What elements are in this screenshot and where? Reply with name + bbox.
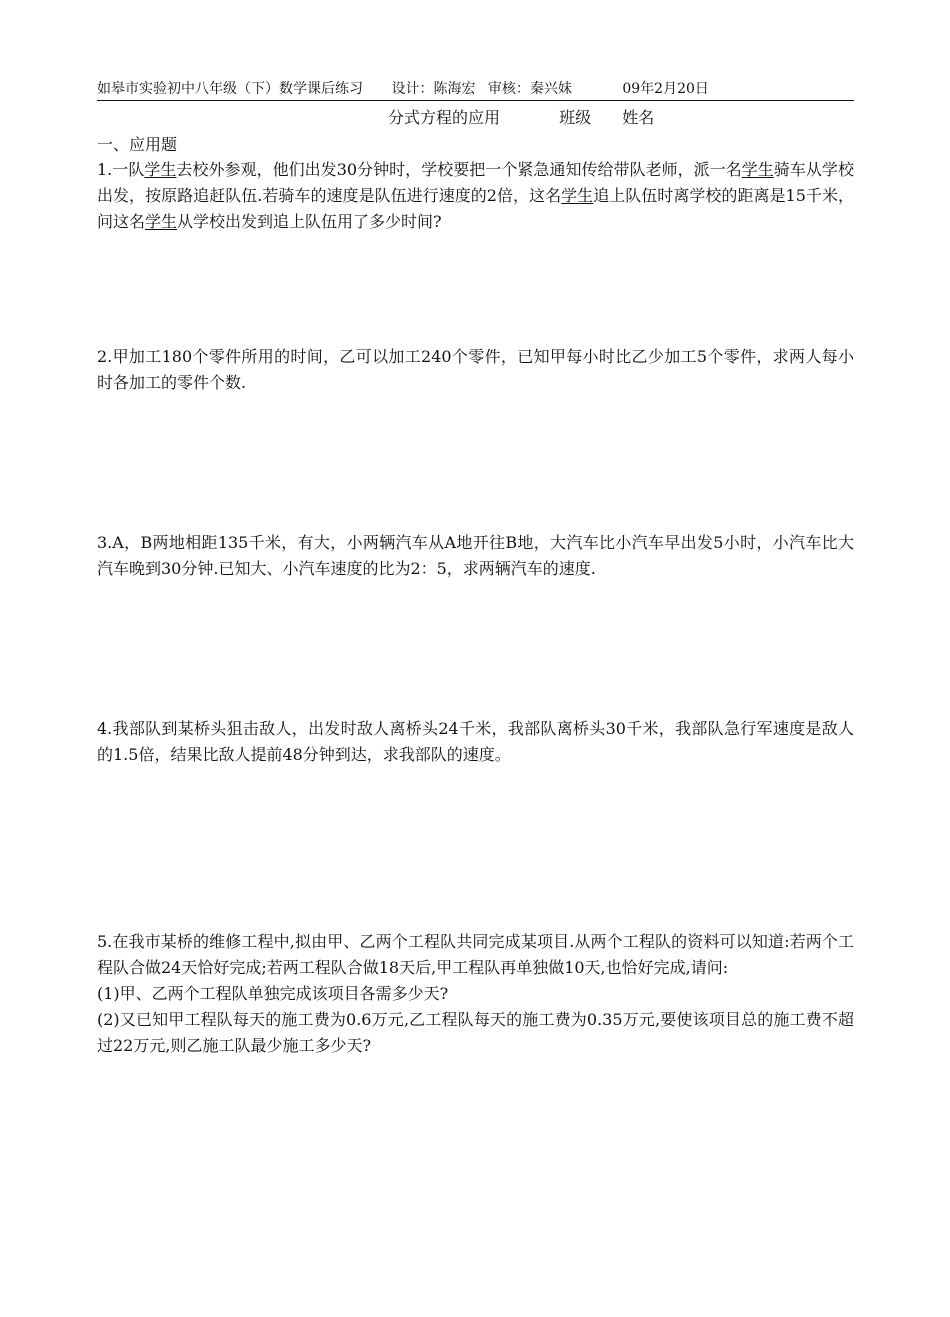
question-5	[97, 929, 854, 1059]
title-row	[388, 108, 654, 128]
header-reviewer: 审核：秦兴妹	[487, 81, 572, 97]
question-3-text: 3.A，B两地相距135千米，有大，小两辆汽车从A地开往B地，大汽车比小汽车早出发5小时，小汽车比大汽车晚到30分钟.已知大、小汽车速度的比为2：5，求两辆汽车的速度.	[97, 533, 854, 578]
worksheet-title: 分式方程的应用	[388, 108, 501, 127]
question-1	[97, 157, 854, 235]
page-header	[97, 80, 854, 101]
question-3	[97, 530, 854, 582]
name-label: 姓名	[622, 108, 655, 127]
q1-text-part: 追上队伍时离学校的距离是15千米，问这名	[97, 186, 854, 231]
question-5-stem: 5.在我市某桥的维修工程中,拟由甲、乙两个工程队共同完成某项目.从两个工程队的资料可以知道:若两个工程队合做24天恰好完成;若两工程队合做18天后,甲工程队再单独做10天,也恰好完成,请问:	[97, 932, 854, 977]
question-4-text: 4.我部队到某桥头狙击敌人，出发时敌人离桥头24千米，我部队离桥头30千米，我部队急行军速度是敌人的1.5倍，结果比敌人提前48分钟到达，求我部队的速度。	[97, 719, 854, 764]
q1-text-part: 去校外参观，他们出发30分钟时，学校要把一个紧急通知传给带队老师，派一名	[176, 160, 742, 179]
q1-underlined-term: 学生	[561, 186, 594, 205]
question-5-sub-1: (1)甲、乙两个工程队单独完成该项目各需多少天?	[97, 984, 449, 1003]
q1-underlined-term: 学生	[144, 160, 177, 179]
q1-text-part: 1.一队	[97, 160, 145, 179]
header-school: 如皋市实验初中八年级（下）数学课后练习	[97, 81, 363, 97]
q1-underlined-term: 学生	[145, 212, 178, 231]
section-title: 一、应用题	[97, 135, 178, 154]
question-1-text	[97, 157, 854, 235]
question-4	[97, 716, 854, 768]
q1-text-part: 骑车从学校出发，按原路追赶队伍.若骑车的速度是队伍进行速度的2倍，这名	[97, 160, 854, 205]
question-5-sub-2: (2)又已知甲工程队每天的施工费为0.6万元,乙工程队每天的施工费为0.35万元,要使该项目总的施工费不超过22万元,则乙施工队最少施工多少天?	[97, 1010, 854, 1055]
q1-text-part: 从学校出发到追上队伍用了多少时间?	[177, 212, 442, 231]
question-2-text: 2.甲加工180个零件所用的时间，乙可以加工240个零件，已知甲每小时比乙少加工5个零件，求两人每小时各加工的零件个数.	[97, 347, 854, 392]
question-2	[97, 344, 854, 396]
header-date: 09年2月20日	[622, 81, 709, 97]
class-label: 班级	[559, 108, 592, 127]
header-designer: 设计：陈海宏	[391, 81, 476, 97]
q1-underlined-term: 学生	[741, 160, 774, 179]
